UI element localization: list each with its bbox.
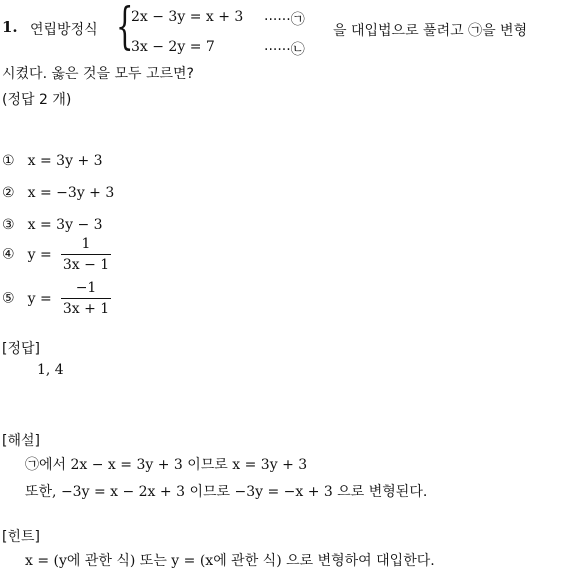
- option-fraction: [61, 280, 111, 317]
- hint-heading: [힌트]: [2, 529, 40, 545]
- question-line-2: 시켰다. 옳은 것을 모두 고르면?: [2, 66, 194, 82]
- fraction-numerator: −1: [75, 280, 97, 296]
- option-mark: ④: [2, 246, 15, 263]
- option-prefix: y =: [27, 246, 52, 263]
- option-expression: x = 3y − 3: [27, 217, 103, 233]
- answer-heading: [정답]: [2, 341, 40, 357]
- option-1: [2, 150, 103, 169]
- option-3: [2, 214, 103, 233]
- option-prefix: y =: [27, 290, 52, 307]
- question-number: 1.: [2, 18, 18, 36]
- option-expression: x = 3y + 3: [27, 153, 103, 169]
- question-lead: 연립방정식: [30, 22, 98, 38]
- answer-value: 1, 4: [37, 362, 64, 378]
- fraction-denominator: 3x + 1: [61, 298, 111, 317]
- option-4: [2, 236, 111, 273]
- question-tail: 을 대입법으로 풀려고 ㉠을 변형: [333, 23, 528, 39]
- explanation-line-2: 또한, −3y = x − 2x + 3 이므로 −3y = −x + 3 으로 변형된다.: [25, 484, 428, 500]
- option-2: [2, 182, 114, 201]
- hint-line-1: x = (y에 관한 식) 또는 y = (x에 관한 식) 으로 변형하여 대입한다.: [25, 553, 435, 569]
- option-mark: ①: [2, 153, 15, 169]
- option-mark: ②: [2, 185, 15, 201]
- equation-1-tag: ······㉠: [264, 12, 305, 28]
- option-5: [2, 280, 111, 317]
- equation-1: 2x − 3y = x + 3: [131, 9, 244, 25]
- option-fraction: [61, 236, 111, 273]
- option-mark: ⑤: [2, 290, 15, 307]
- fraction-numerator: 1: [81, 236, 91, 252]
- equation-2-tag: ······㉡: [264, 42, 305, 58]
- explanation-line-1: ㉠에서 2x − x = 3y + 3 이므로 x = 3y + 3: [25, 457, 308, 473]
- system-brace: {: [116, 0, 134, 55]
- answer-count-note: (정답 2 개): [2, 92, 72, 108]
- explanation-heading: [해설]: [2, 433, 40, 449]
- option-expression: x = −3y + 3: [27, 185, 115, 201]
- option-mark: ③: [2, 217, 15, 233]
- equation-2: 3x − 2y = 7: [131, 39, 215, 55]
- fraction-denominator: 3x − 1: [61, 254, 111, 273]
